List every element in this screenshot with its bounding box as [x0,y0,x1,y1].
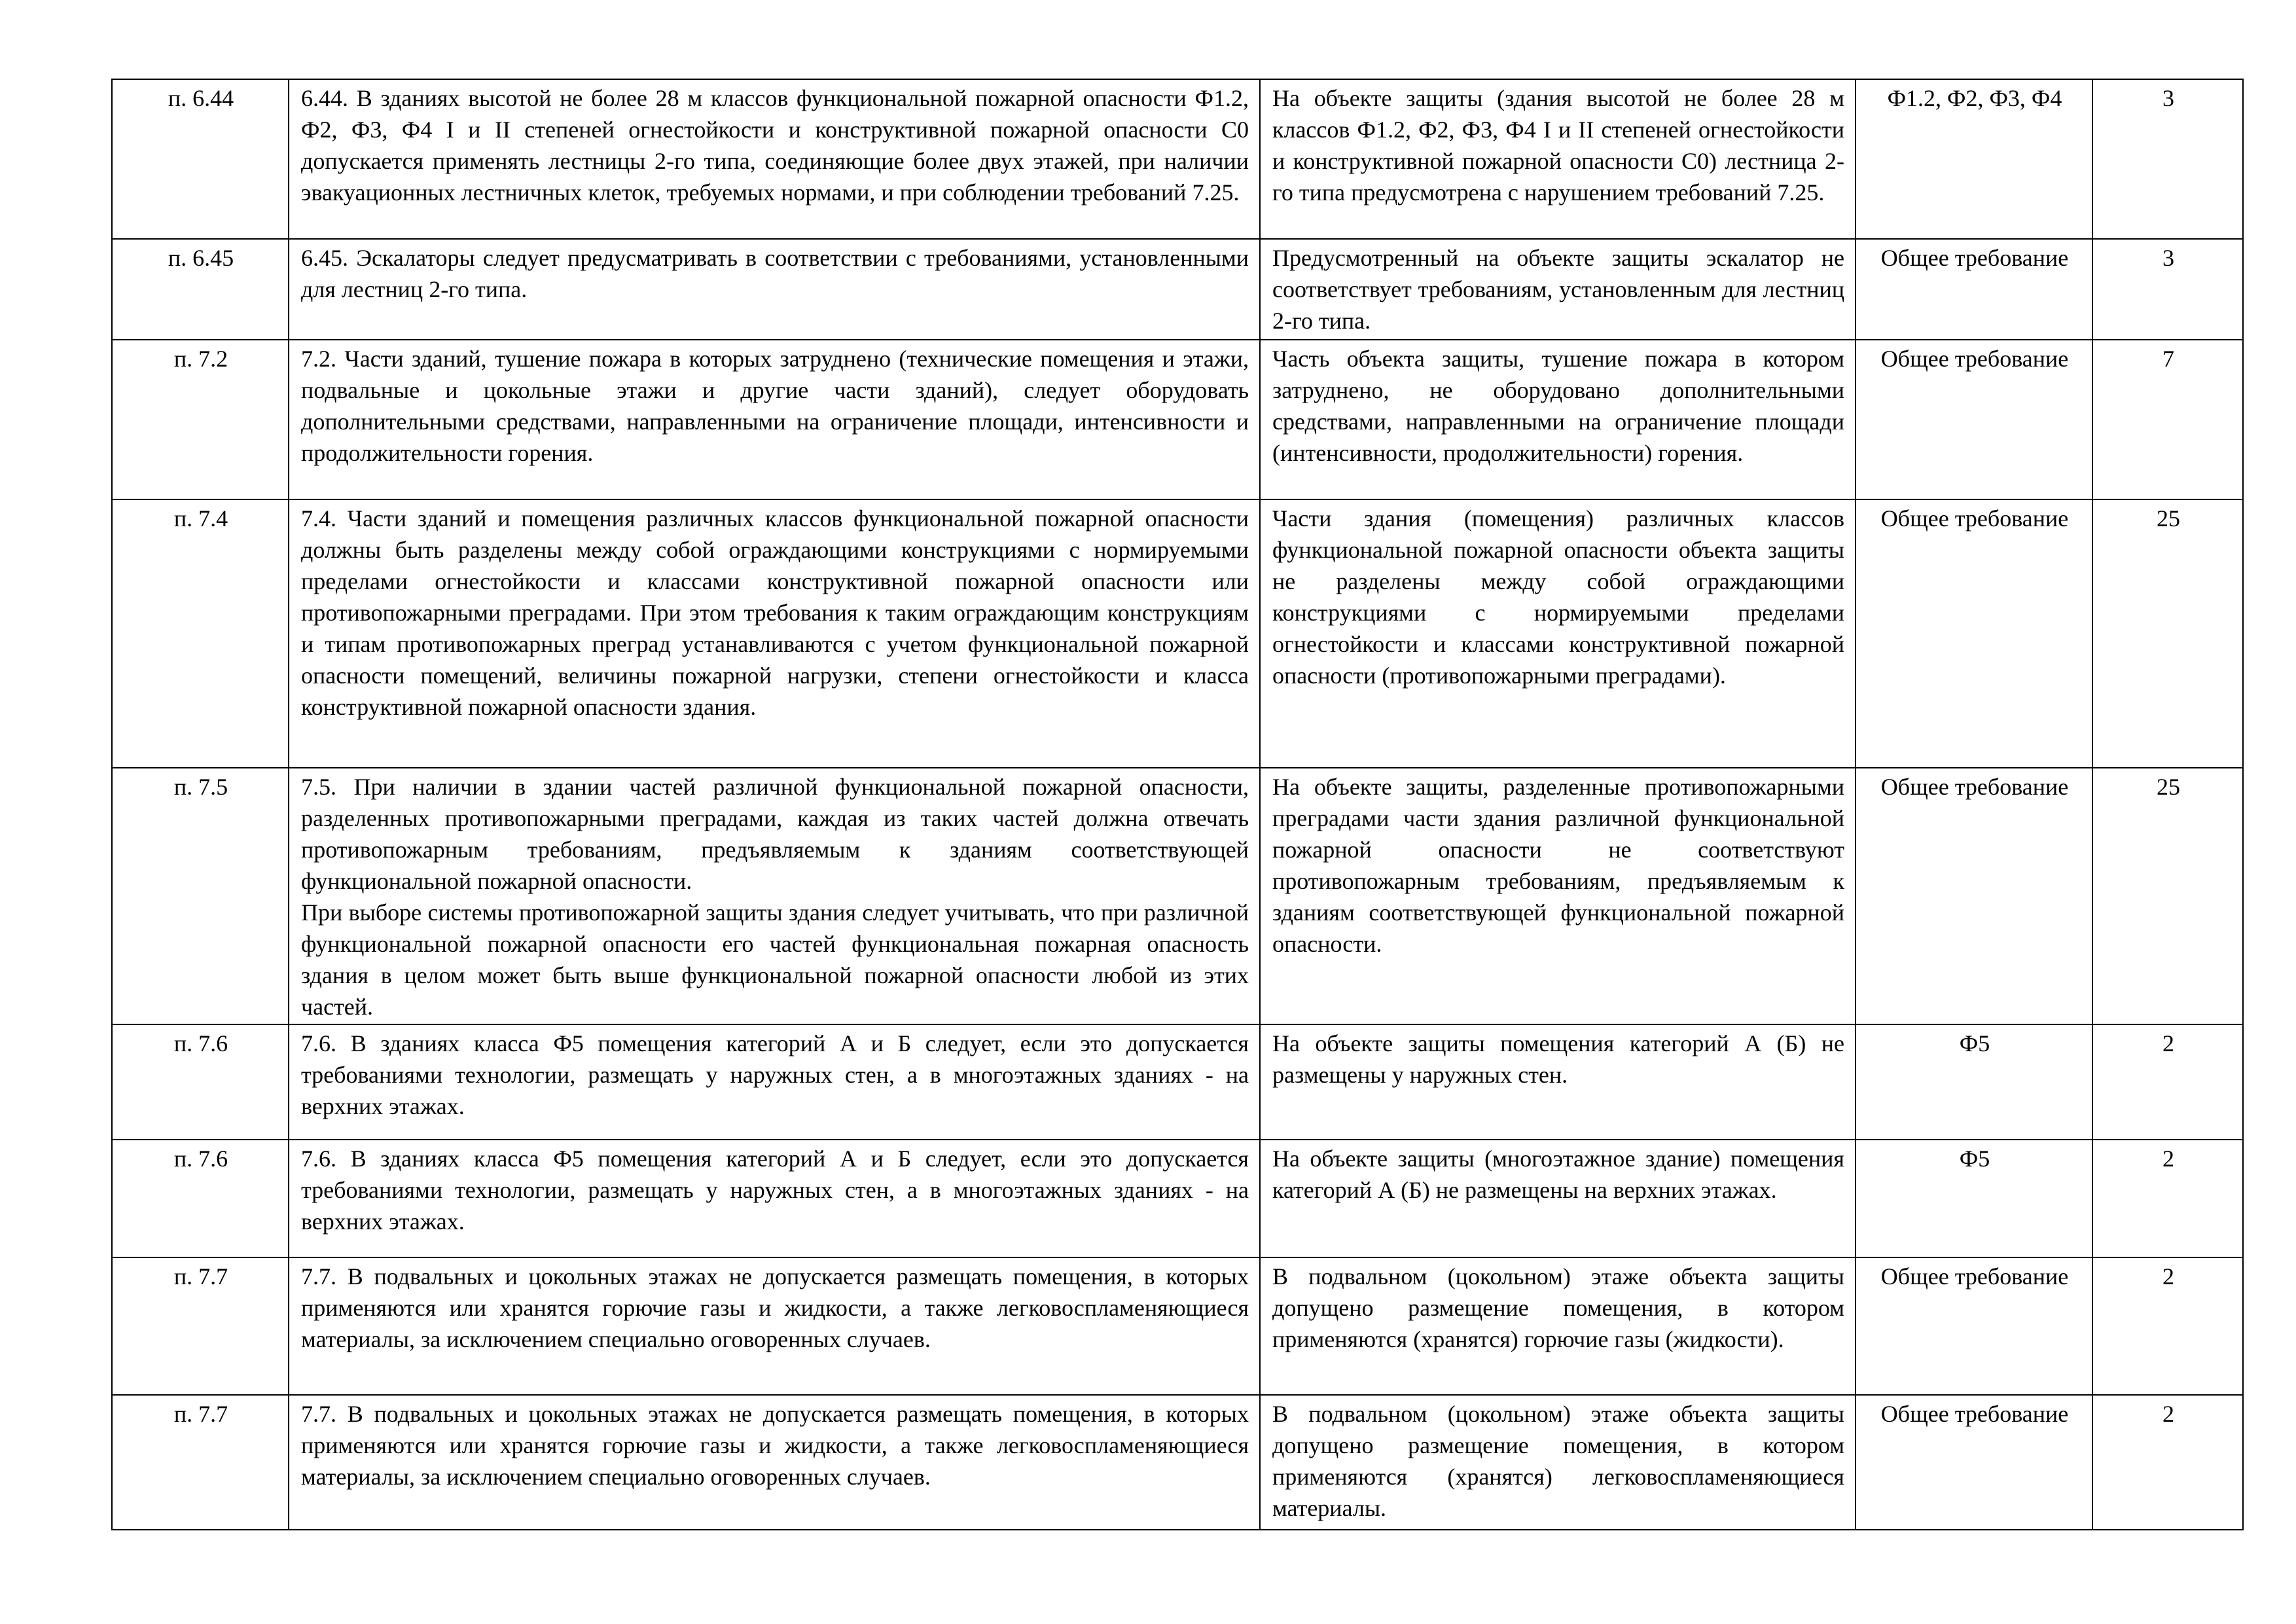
violation-text: На объекте защиты, разделенные противопожарными преградами части здания различной функциональной пожарной опасности не соответствуют противопожарным требованиям, предъявляемым к зданиям соответствующей функциональной пожарной опасности. [1260,768,1856,1024]
requirement-text-continued: При выборе системы противопожарной защиты здания следует учитывать, что при различной функциональной пожарной опасности его частей функциональная пожарная опасность здания в целом может быть выше функциональной пожарной опасности любой из этих частей. [301,899,1249,1020]
clause-ref: п. 7.7 [112,1257,289,1395]
requirement-text: 7.2. Части зданий, тушение пожара в которых затруднено (технические помещения и этажи, подвальные и цокольные этажи и другие части зданий), следует оборудовать дополнительными средствами, направленными на ограничение площади, интенсивности и продолжительности горения. [289,340,1260,499]
violation-text: Предусмотренный на объекте защиты эскалатор не соответствует требованиям, установленным для лестниц 2-го типа. [1260,239,1856,340]
violation-text: В подвальном (цокольном) этаже объекта защиты допущено размещение помещения, в котором применяются (хранятся) легковоспламеняющиеся материалы. [1260,1395,1856,1530]
violation-text: В подвальном (цокольном) этаже объекта защиты допущено размещение помещения, в котором применяются (хранятся) горючие газы (жидкости). [1260,1257,1856,1395]
table-row [112,1140,2243,1257]
clause-ref: п. 6.45 [112,239,289,340]
violation-text: Часть объекта защиты, тушение пожара в котором затруднено, не оборудовано дополнительными средствами, направленными на ограничение площади (интенсивности, продолжительности) горения. [1260,340,1856,499]
table-row [112,1257,2243,1395]
table-row [112,1395,2243,1530]
score-value: 25 [2092,768,2243,1024]
table-row [112,768,2243,1024]
table-row [112,340,2243,499]
building-class: Общее требование [1856,499,2092,768]
score-value: 2 [2092,1024,2243,1140]
table-row [112,239,2243,340]
building-class: Общее требование [1856,1257,2092,1395]
requirement-text: 7.6. В зданиях класса Ф5 помещения категорий А и Б следует, если это допускается требованиями технологии, размещать у наружных стен, а в многоэтажных зданиях - на верхних этажах. [289,1024,1260,1140]
score-value: 3 [2092,79,2243,239]
requirement-text: 7.6. В зданиях класса Ф5 помещения категорий А и Б следует, если это допускается требованиями технологии, размещать у наружных стен, а в многоэтажных зданиях - на верхних этажах. [289,1140,1260,1257]
violation-text: Части здания (помещения) различных классов функциональной пожарной опасности объекта защиты не разделены между собой ограждающими конструкциями с нормируемыми пределами огнестойкости и классами конструктивной пожарной опасности (противопожарными преградами). [1260,499,1856,768]
clause-ref: п. 7.2 [112,340,289,499]
score-value: 3 [2092,239,2243,340]
score-value: 2 [2092,1395,2243,1530]
building-class: Общее требование [1856,1395,2092,1530]
requirement-cell [289,768,1260,1024]
score-value: 2 [2092,1140,2243,1257]
requirement-text: 7.7. В подвальных и цокольных этажах не допускается размещать помещения, в которых применяются или хранятся горючие газы и жидкости, а также легковоспламеняющиеся материалы, за исключением специально оговоренных случаев. [289,1395,1260,1530]
requirement-text: 6.44. В зданиях высотой не более 28 м классов функциональной пожарной опасности Ф1.2, Ф2, Ф3, Ф4 I и II степеней огнестойкости и конструктивной пожарной опасности С0 допускается применять лестницы 2-го типа, соединяющие более двух этажей, при наличии эвакуационных лестничных клеток, требуемых нормами, и при соблюдении требований 7.25. [289,79,1260,239]
building-class: Ф1.2, Ф2, Ф3, Ф4 [1856,79,2092,239]
requirement-text: 6.45. Эскалаторы следует предусматривать в соответствии с требованиями, установленными для лестниц 2-го типа. [289,239,1260,340]
clause-ref: п. 7.4 [112,499,289,768]
table-row [112,499,2243,768]
clause-ref: п. 6.44 [112,79,289,239]
score-value: 7 [2092,340,2243,499]
requirement-text: 7.4. Части зданий и помещения различных классов функциональной пожарной опасности должны быть разделены между собой ограждающими конструкциями с нормируемыми пределами огнестойкости и классами конструктивной пожарной опасности или противопожарными преградами. При этом требования к таким ограждающим конструкциям и типам противопожарных преград устанавливаются с учетом функциональной пожарной опасности помещений, величины пожарной нагрузки, степени огнестойкости и класса конструктивной пожарной опасности здания. [289,499,1260,768]
clause-ref: п. 7.5 [112,768,289,1024]
table-row [112,1024,2243,1140]
requirement-text: 7.5. При наличии в здании частей различной функциональной пожарной опасности, разделенных противопожарными преградами, каждая из таких частей должна отвечать противопожарным требованиям, предъявляемым к зданиям соответствующей функциональной пожарной опасности. [301,774,1249,894]
building-class: Общее требование [1856,768,2092,1024]
building-class: Ф5 [1856,1024,2092,1140]
building-class: Общее требование [1856,239,2092,340]
score-value: 25 [2092,499,2243,768]
building-class: Общее требование [1856,340,2092,499]
clause-ref: п. 7.6 [112,1140,289,1257]
clause-ref: п. 7.7 [112,1395,289,1530]
building-class: Ф5 [1856,1140,2092,1257]
score-value: 2 [2092,1257,2243,1395]
violation-text: На объекте защиты помещения категорий А (Б) не размещены у наружных стен. [1260,1024,1856,1140]
violation-text: На объекте защиты (многоэтажное здание) помещения категорий А (Б) не размещены на верхних этажах. [1260,1140,1856,1257]
clause-ref: п. 7.6 [112,1024,289,1140]
requirements-table [111,79,2244,1530]
table-row [112,79,2243,239]
violation-text: На объекте защиты (здания высотой не более 28 м классов Ф1.2, Ф2, Ф3, Ф4 I и II степеней огнестойкости и конструктивной пожарной опасности С0) лестница 2-го типа предусмотрена с нарушением требований 7.25. [1260,79,1856,239]
requirement-text: 7.7. В подвальных и цокольных этажах не допускается размещать помещения, в которых применяются или хранятся горючие газы и жидкости, а также легковоспламеняющиеся материалы, за исключением специально оговоренных случаев. [289,1257,1260,1395]
